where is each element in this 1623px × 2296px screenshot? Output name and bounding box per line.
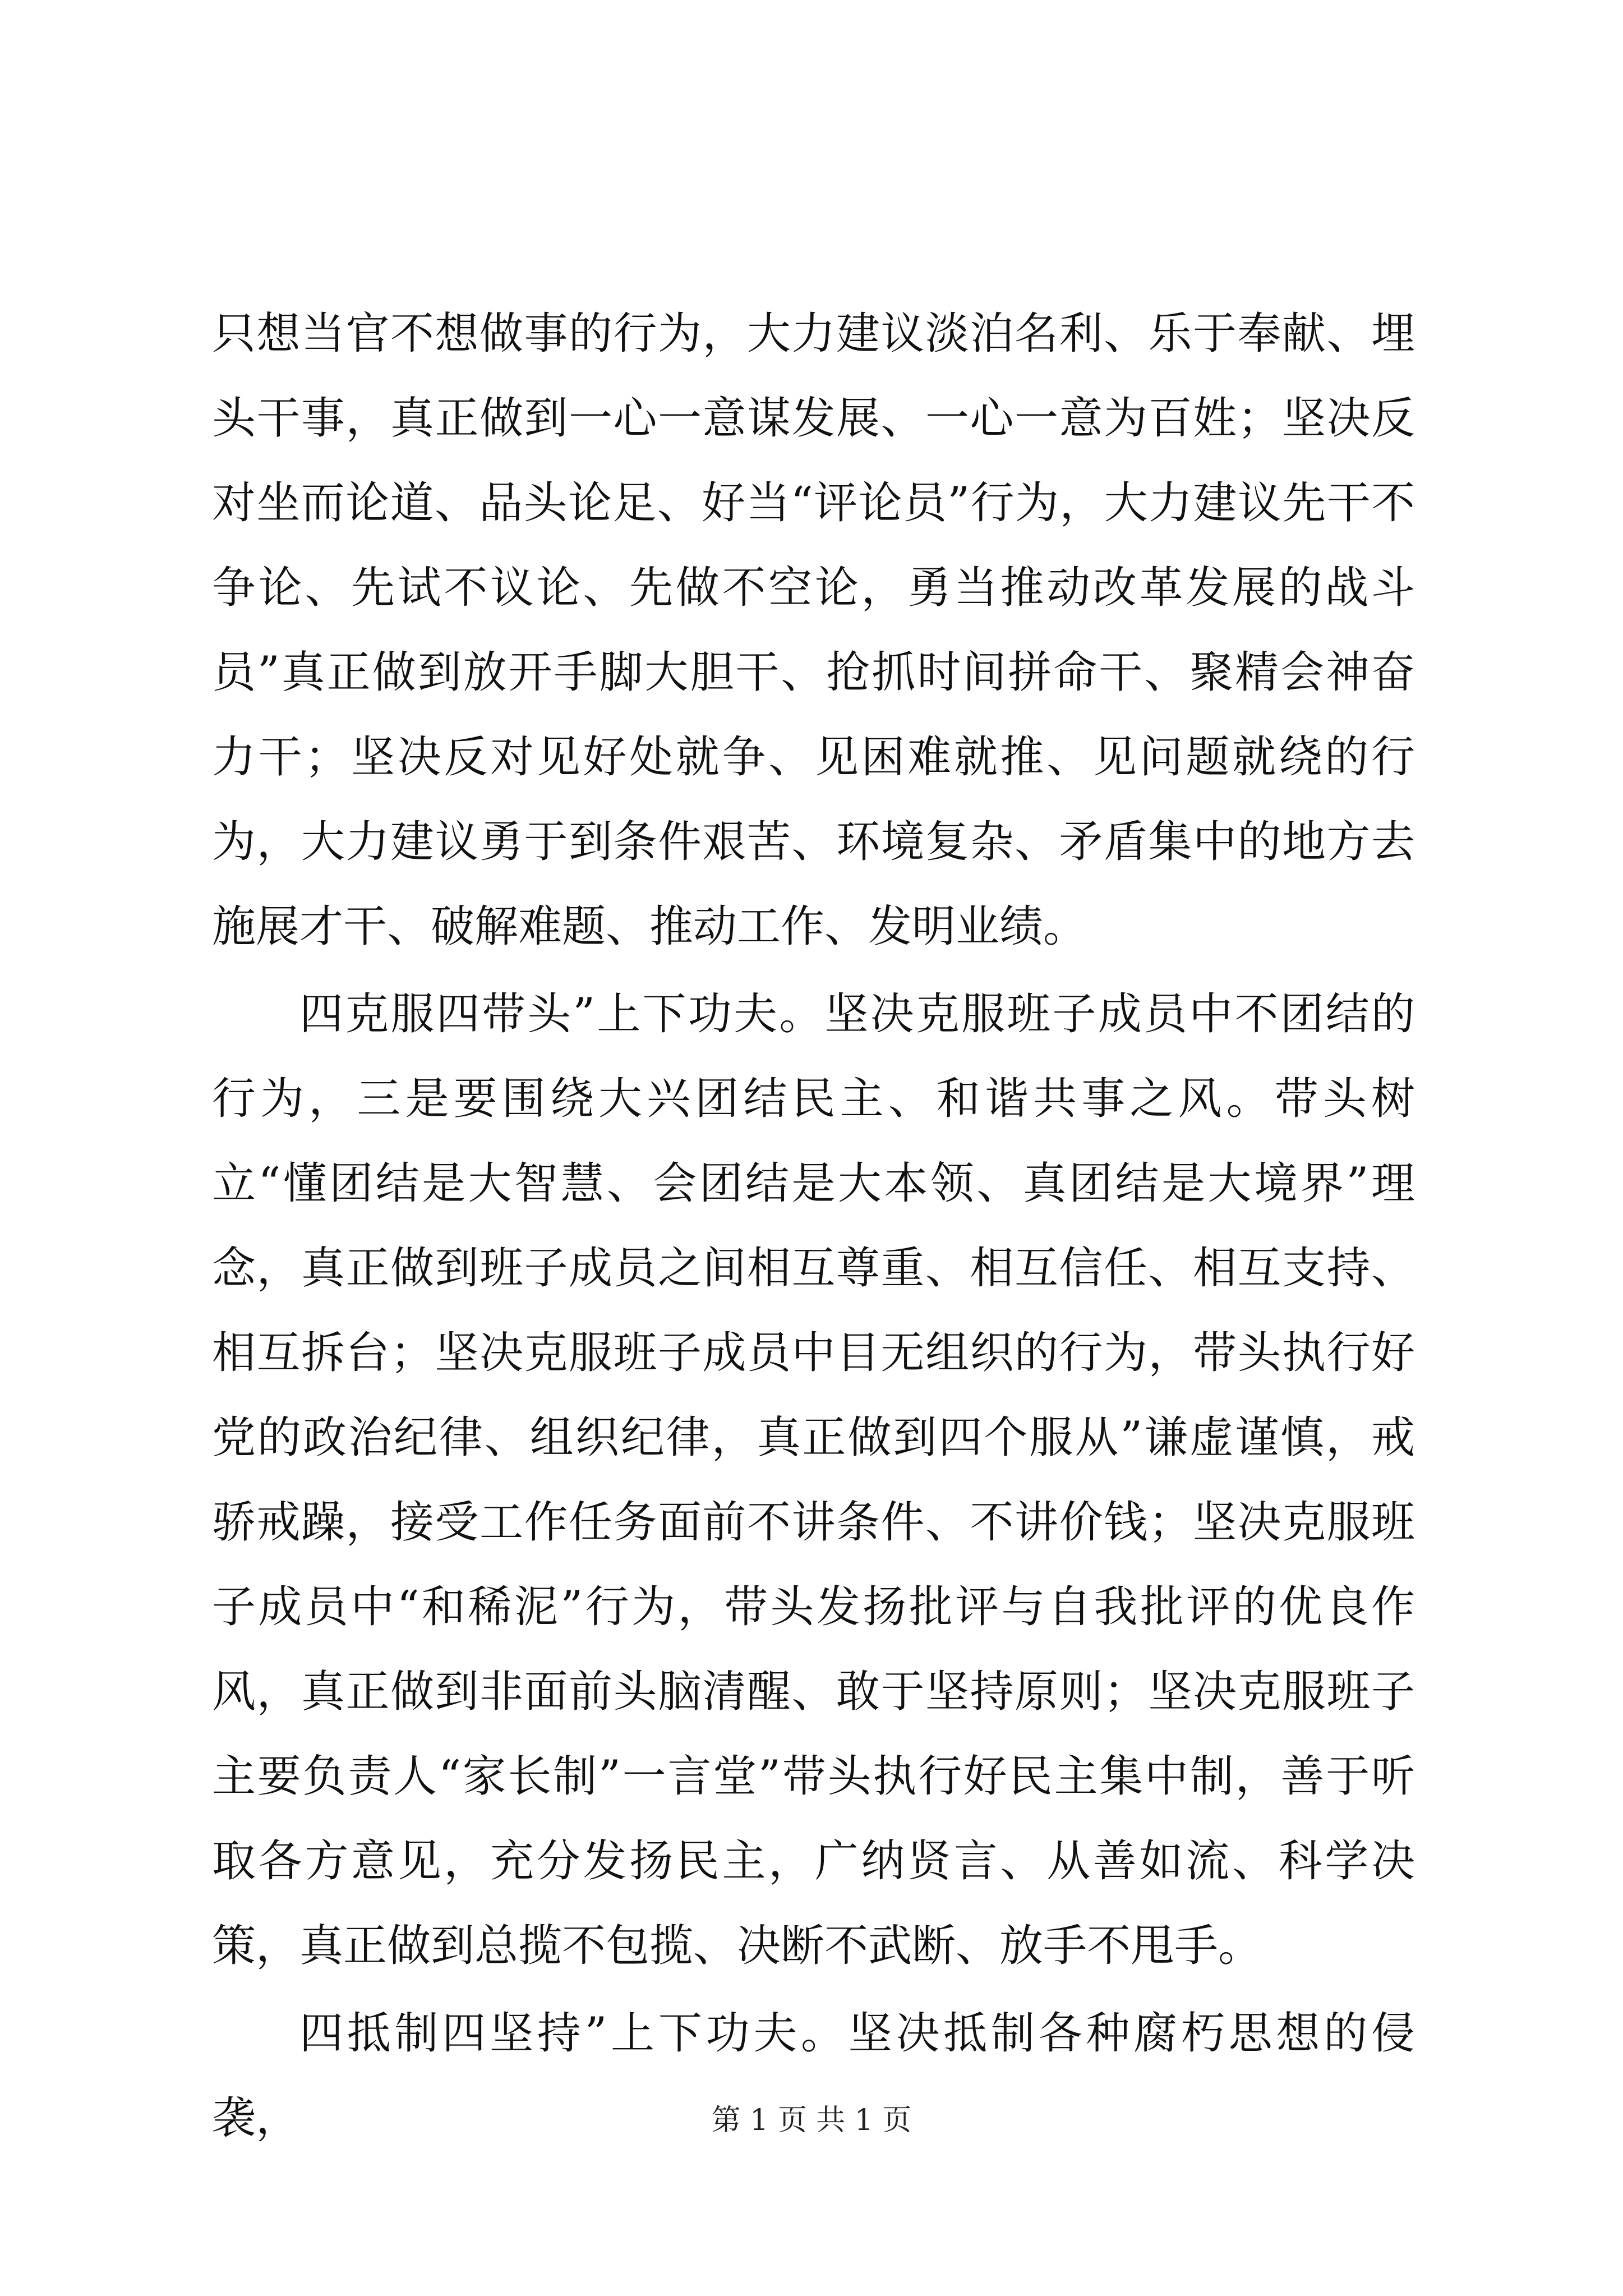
- paragraph-2: 四克服四带头”上下功夫。坚决克服班子成员中不团结的行为，三是要围绕大兴团结民主、和谐共事之风。带头树立“懂团结是大智慧、会团结是大本领、真团结是大境界”理念，真正做到班子成员之间相互尊重、相互信任、相互支持、相互拆台；坚决克服班子成员中目无组织的行为，带头执行好党的政治纪律、组织纪律，真正做到四个服从”谦虚谨慎，戒骄戒躁，接受工作任务面前不讲条件、不讲价钱；坚决克服班子成员中“和稀泥”行为，带头发扬批评与自我批评的优良作风，真正做到非面前头脑清醒、敢于坚持原则；坚决克服班子主要负责人“家长制”一言堂”带头执行好民主集中制，善于听取各方意见，充分发扬民主，广纳贤言、从善如流、科学决策，真正做到总揽不包揽、决断不武断、放手不甩手。: [212, 989, 1415, 1971]
- page-number-footer: 第 1 页 共 1 页: [711, 2104, 912, 2137]
- paragraph-1: 只想当官不想做事的行为，大力建议淡泊名利、乐于奉献、埋头干事，真正做到一心一意谋发展、一心一意为百姓；坚决反对坐而论道、品头论足、好当“评论员”行为，大力建议先干不争论、先试不议论、先做不空论，勇当推动改革发展的战斗员”真正做到放开手脚大胆干、抢抓时间拼命干、聚精会神奋力干；坚决反对见好处就争、见困难就推、见问题就绕的行为，大力建议勇于到条件艰苦、环境复杂、矛盾集中的地方去施展才干、破解难题、推动工作、发明业绩。: [212, 309, 1415, 952]
- document-body: [212, 292, 1415, 2161]
- paragraph-3: 四抵制四坚持”上下功夫。坚决抵制各种腐朽思想的侵袭，: [212, 2008, 1415, 2143]
